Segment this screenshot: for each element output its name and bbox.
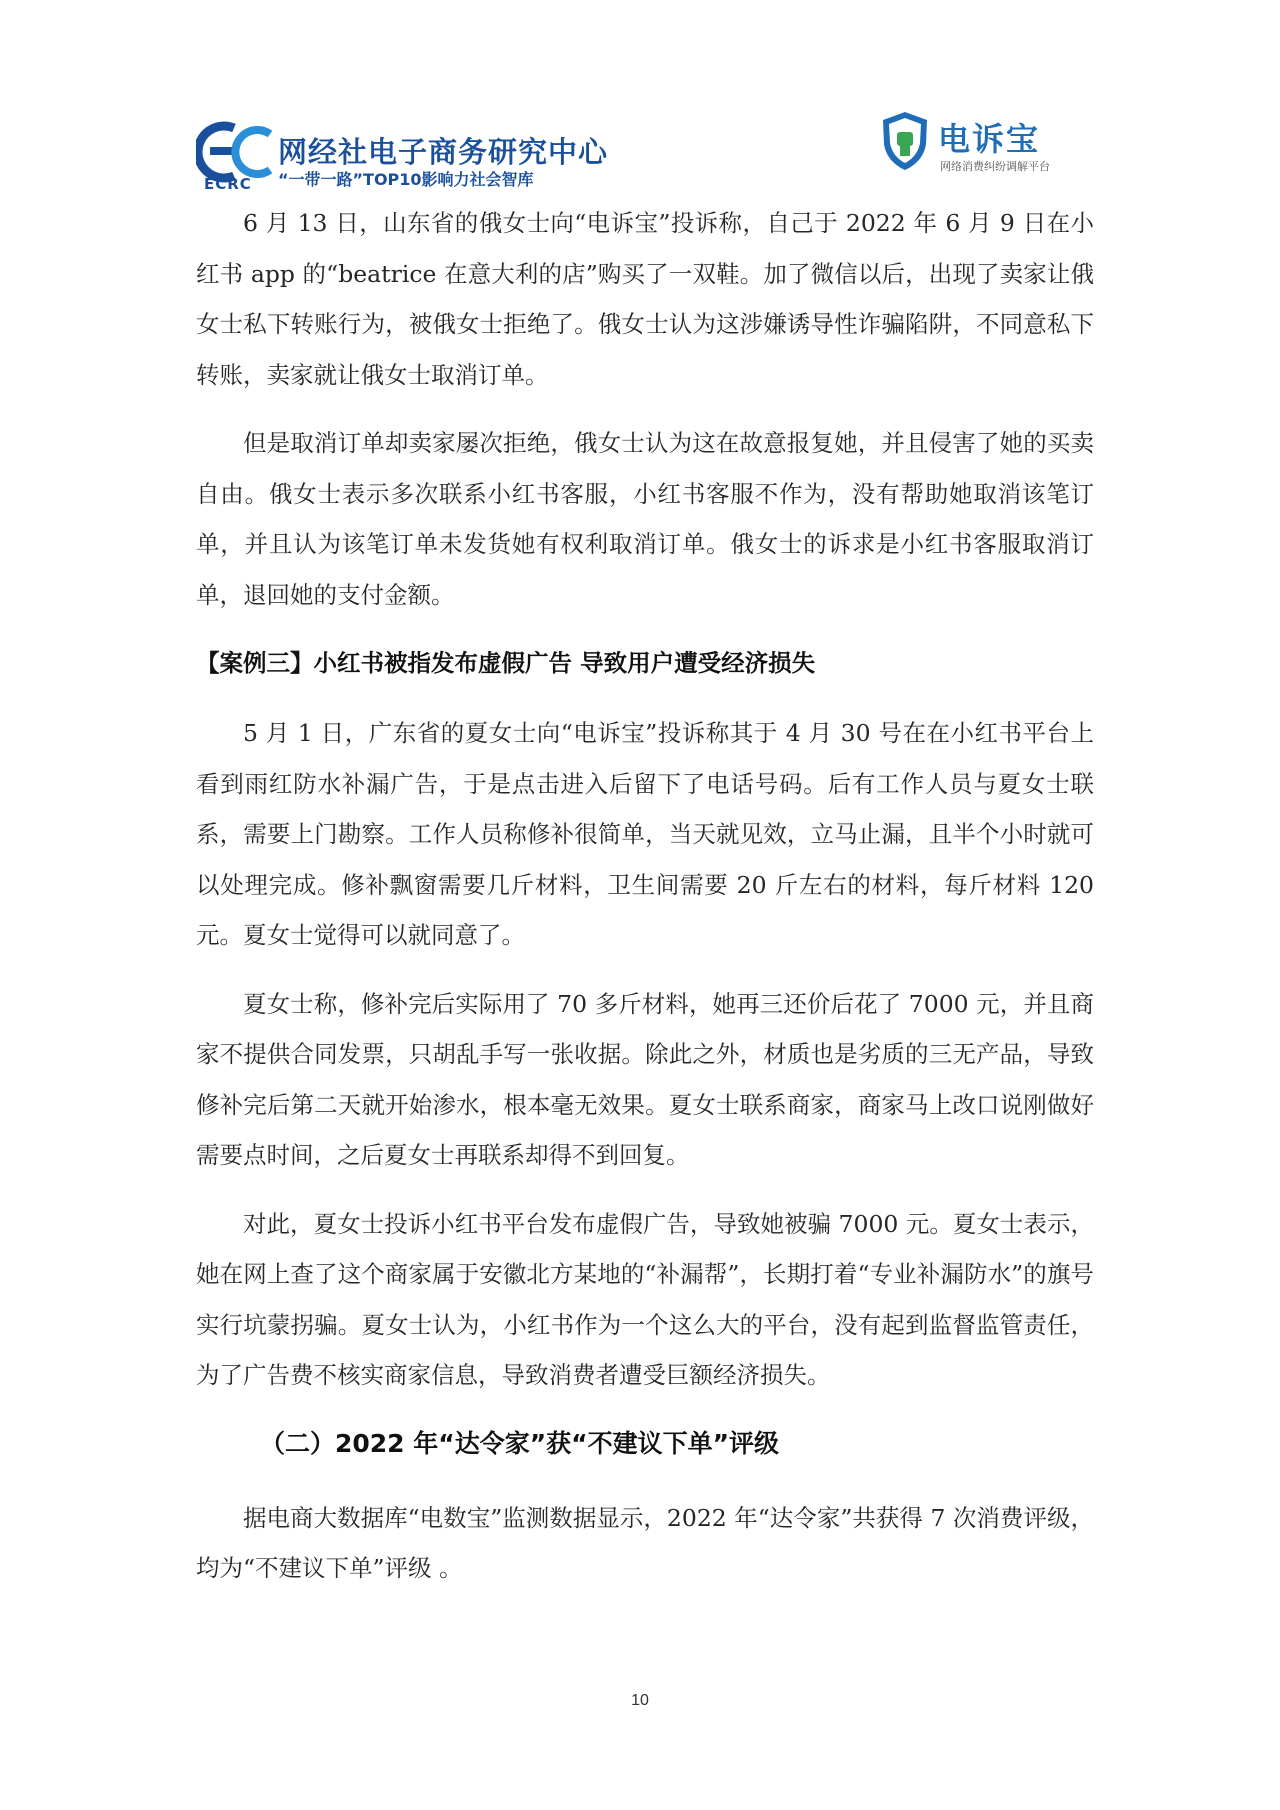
platform-name: 电诉宝 [938,120,1041,158]
shield-fist-icon [880,110,930,172]
dianshubao-logo [880,110,1090,180]
org-slogan: “一带一路”TOP10影响力社会智库 [278,170,534,189]
paragraph: 夏女士称，修补完后实际用了 70 多斤材料，她再三还价后花了 7000 元，并且商家不提供合同发票，只胡乱手写一张收据。除此之外，材质也是劣质的三无产品，导致修补完后第二天就开始渗水，根本毫无效果。夏女士联系商家，商家马上改口说刚做好需要点时间，之后夏女士再联系却得不到回复。 [196,989,1094,1169]
paragraph: 6 月 13 日，山东省的俄女士向“电诉宝”投诉称，自己于 2022 年 6 月 9 日在小红书 app 的“beatrice 在意大利的店”购买了一双鞋。加了微信以后，出现了卖家让俄女士私下转账行为，被俄女士拒绝了。俄女士认为这涉嫌诱导性诈骗陷阱，不同意私下转账，卖家就让俄女士取消订单。 [196,209,1094,389]
paragraph: 据电商大数据库“电数宝”监测数据显示，2022 年“达令家”共获得 7 次消费评级，均为“不建议下单”评级 。 [196,1503,1094,1582]
ecrc-logo [196,120,616,198]
paragraph: 5 月 1 日，广东省的夏女士向“电诉宝”投诉称其于 4 月 30 号在在小红书平台上看到雨红防水补漏广告，于是点击进入后留下了电话号码。后有工作人员与夏女士联系，需要上门勘察。工作人员称修补很简单，当天就见效，立马止漏，且半个小时就可以处理完成。修补飘窗需要几斤材料，卫生间需要 20 斤左右的材料，每斤材料 120 元。夏女士觉得可以就同意了。 [196,719,1094,949]
org-name: 网经社电子商务研究中心 [278,135,609,169]
document-body [196,198,1094,1612]
org-abbr: ECRC [204,175,252,193]
platform-subtitle: 网络消费纠纷调解平台 [940,160,1050,173]
paragraph: 对此，夏女士投诉小红书平台发布虚假广告，导致她被骗 7000 元。夏女士表示，她在网上查了这个商家属于安徽北方某地的“补漏帮”，长期打着“专业补漏防水”的旗号实行坑蒙拐骗。夏女士认为，小红书作为一个这么大的平台，没有起到监督监管责任，为了广告费不核实商家信息，导致消费者遭受巨额经济损失。 [196,1209,1094,1389]
page-number: 10 [631,1692,649,1709]
section-heading: （二）2022 年“达令家”获“不建议下单”评级 [260,1428,780,1458]
paragraph: 但是取消订单却卖家屡次拒绝，俄女士认为这在故意报复她，并且侵害了她的买卖自由。俄女士表示多次联系小红书客服，小红书客服不作为，没有帮助她取消该笔订单，并且认为该笔订单未发货她有权利取消订单。俄女士的诉求是小红书客服取消订单，退回她的支付金额。 [196,429,1094,609]
case-heading: 【案例三】小红书被指发布虚假广告 导致用户遭受经济损失 [196,649,816,677]
